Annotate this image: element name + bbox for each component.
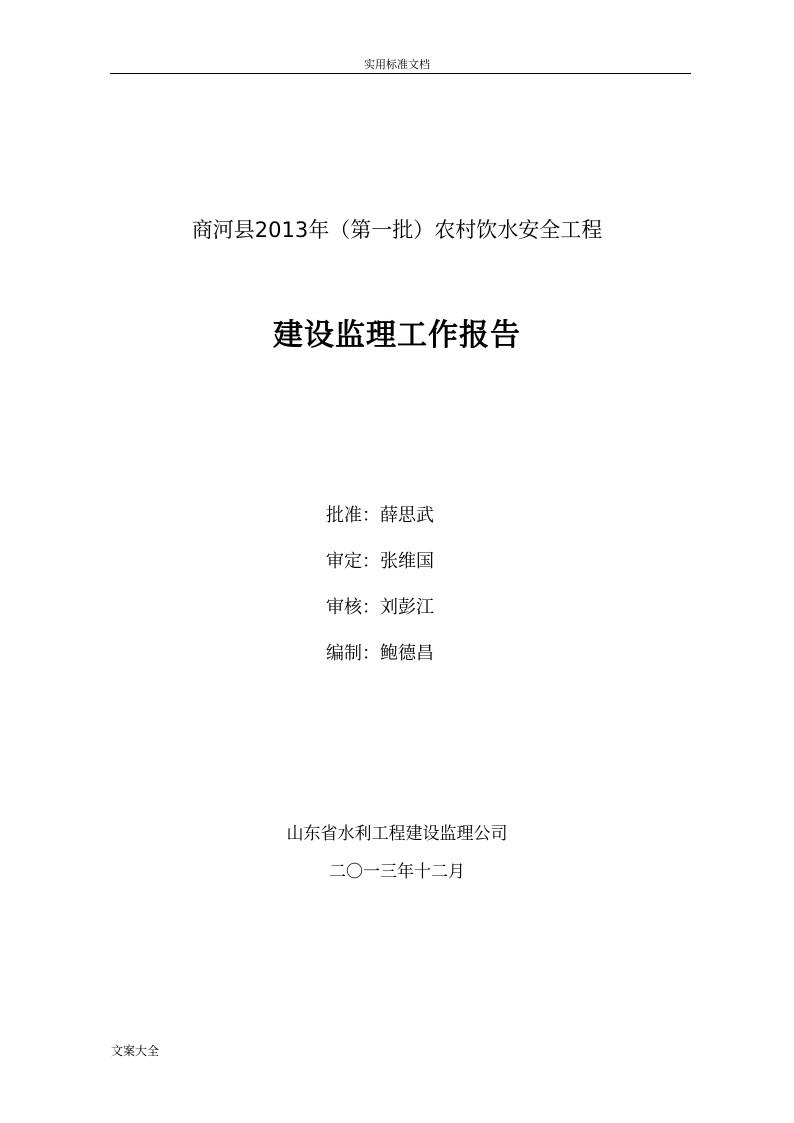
page-header: 实用标准文档: [364, 58, 430, 71]
signature-role: 审定：: [326, 551, 380, 572]
page-footer: 文案大全: [111, 1044, 160, 1058]
signature-role: 批准：: [326, 505, 380, 526]
organization-name: 山东省水利工程建设监理公司: [286, 824, 508, 844]
project-title: 商河县2013年（第一批）农村饮水安全工程: [191, 218, 603, 242]
signature-role: 编制：: [326, 643, 380, 664]
signature-row-approve: [326, 502, 566, 548]
report-title: 建设监理工作报告: [273, 318, 521, 353]
signature-name: 鲍德昌: [380, 643, 434, 664]
signature-block: [326, 502, 566, 686]
signature-name: 刘彭江: [380, 597, 434, 618]
signature-role: 审核：: [326, 597, 380, 618]
signature-row-compile: [326, 640, 566, 686]
report-date: 二〇一三年十二月: [329, 862, 465, 882]
header-divider: [110, 73, 691, 74]
signature-row-review-final: [326, 548, 566, 594]
signature-name: 薛思武: [380, 505, 434, 526]
signature-name: 张维国: [380, 551, 434, 572]
signature-row-check: [326, 594, 566, 640]
